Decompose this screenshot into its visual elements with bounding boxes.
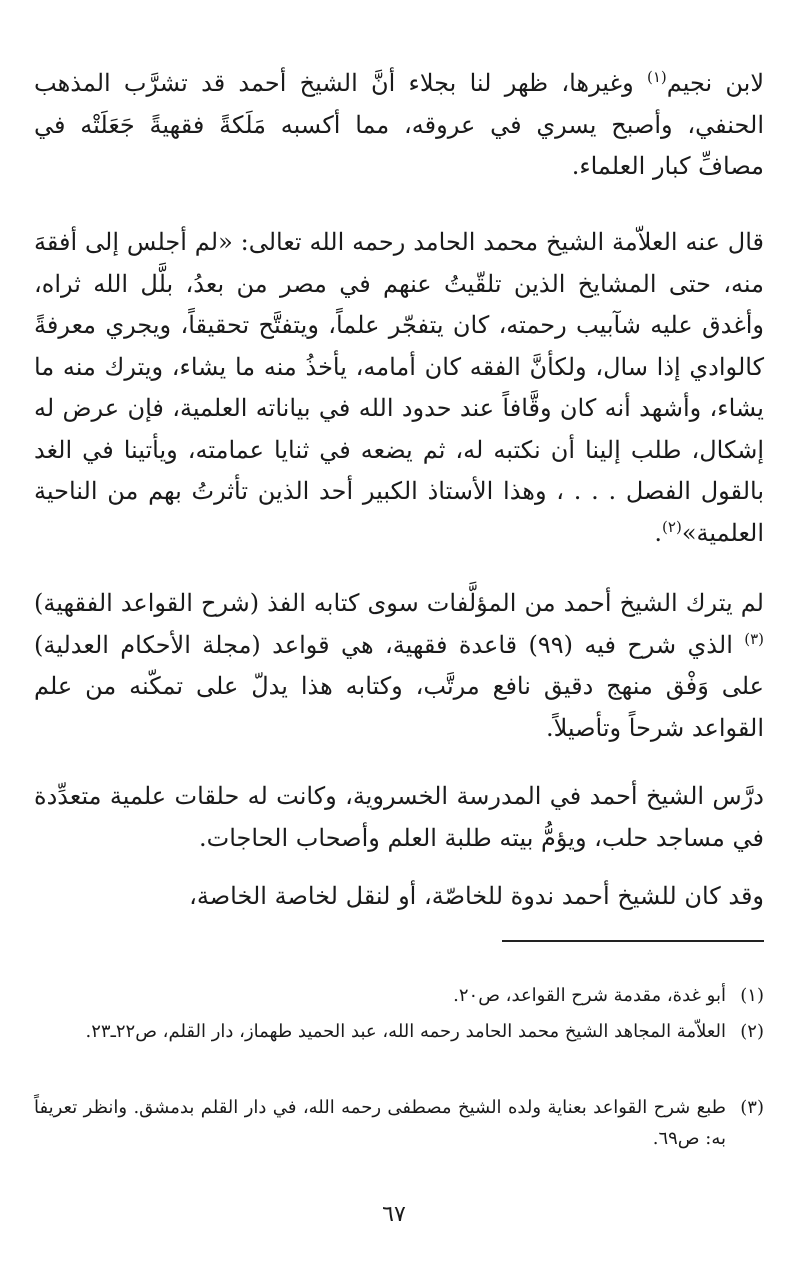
paragraph-3-rest: الذي شرح فيه (٩٩) قاعدة فقهية، هي قواعد (مجلة الأحكام العدلية) على وَفْق منهج دقيق نافع مرتَّب، وكتابه هذا يدلّ على تمكّنه من علم القواعد شرحاً وتأصيلاً. bbox=[34, 630, 764, 742]
paragraph-2-end: . bbox=[654, 518, 663, 547]
paragraph-2-quote: قال عنه العلاّمة الشيخ محمد الحامد رحمه الله تعالى: «لم أجلس إلى أفقهَ منه، حتى المشايخ الذين تلقّيتُ عنهم في مصر من بعدُ، بلَّل الله ثراه، وأغدق عليه شآبيب رحمته، كان يتفجّر علماً، ويتفتَّح تحقيقاً، ويجري معرفةً كالوادي إذا سال، ولكأنَّ الفقه كان أمامه، يأخذُ منه ما يشاء، ويترك منه ما يشاء، وأشهد أنه كان وقَّافاً عند حدود الله في بياناته العلمية، فإن عرض له إشكال، طلب إلينا أن نكتبه له، ثم يضعه في ثنايا عمامته، ويأتينا في الغد بالقول الفصل . . . ، وهذا الأستاذ الكبير أحد الذين تأثرتُ بهم من الناحية العلمية» bbox=[34, 228, 764, 547]
footnote-1-number: (١) bbox=[740, 985, 764, 1006]
footnote-2 bbox=[34, 1016, 764, 1047]
paragraph-3-start: لم يترك الشيخ أحمد من المؤلَّفات سوى كتابه الفذ (شرح القواعد الفقهية) bbox=[34, 589, 764, 617]
paragraph-1-rest: وغيرها، ظهر لنا بجلاء أنَّ الشيخ أحمد قد تشرَّب المذهب الحنفي، وأصبح يسري في عروقه، مما أكسبه مَلَكةً فقهيةً جَعَلَتْه في مصافِّ كبار العلماء. bbox=[34, 69, 764, 180]
footnote-2-text: العلاّمة المجاهد الشيخ محمد الحامد رحمه الله، عبد الحميد طهماز، دار القلم، ص٢٢ـ٢٣. bbox=[85, 1021, 726, 1042]
footnote-3 bbox=[34, 1092, 764, 1154]
footnote-3-text: طبع شرح القواعد بعناية ولده الشيخ مصطفى رحمه الله، في دار القلم بدمشق. وانظر تعريفاً به: ص٦٩. bbox=[34, 1097, 726, 1149]
footnote-1 bbox=[34, 980, 764, 1011]
footnote-2-number: (٢) bbox=[740, 1021, 764, 1042]
paragraph-3 bbox=[34, 583, 764, 749]
paragraph-1 bbox=[34, 63, 764, 188]
footnote-ref-1: (١) bbox=[646, 68, 667, 86]
footnote-ref-3: (٣) bbox=[744, 629, 764, 648]
footnote-ref-2: (٢) bbox=[662, 517, 682, 536]
paragraph-1-start: لابن نجيم bbox=[666, 69, 765, 97]
paragraph-5: وقد كان للشيخ أحمد ندوة للخاصّة، أو لنقل لخاصة الخاصة، bbox=[189, 882, 764, 910]
paragraph-2 bbox=[34, 222, 764, 554]
footnote-1-text: أبو غدة، مقدمة شرح القواعد، ص٢٠. bbox=[453, 985, 726, 1006]
footnote-separator bbox=[502, 940, 764, 942]
footnote-3-number: (٣) bbox=[740, 1097, 764, 1118]
page-number: ٦٧ bbox=[382, 1202, 406, 1227]
paragraph-4: درَّس الشيخ أحمد في المدرسة الخسروية، وكانت له حلقات علمية متعدِّدة في مساجد حلب، ويؤمُّ بيته طلبة العلم وأصحاب الحاجات. bbox=[34, 782, 764, 852]
